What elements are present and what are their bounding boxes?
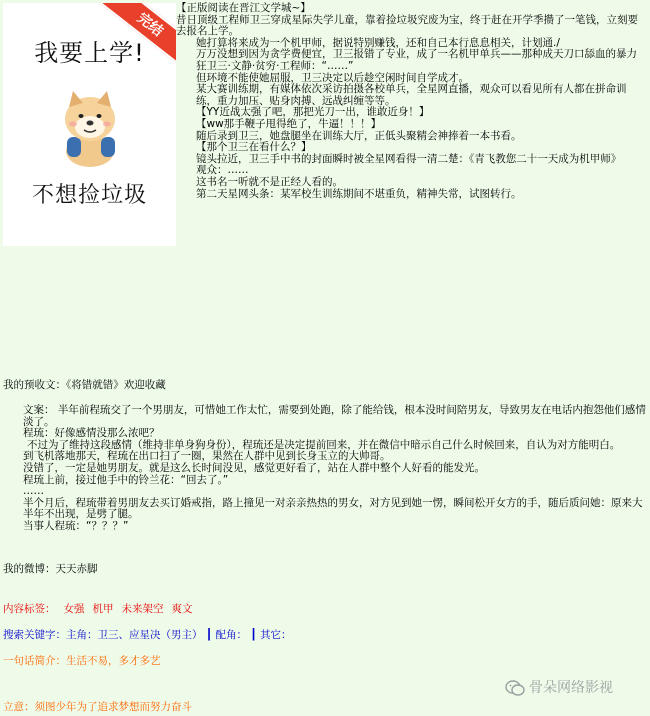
preview-line: 到飞机落地那天，程琉在出口扫了一圈，果然在人群中见到长身玉立的大帅哥。	[23, 450, 391, 463]
preview-label: 我的预收文：《将错就错》欢迎收藏	[3, 379, 166, 391]
synopsis-line: 【那个卫三在看什么？】	[196, 141, 312, 154]
synopsis-line: 第二天星网头条：某军校生训练期间不堪重负，精神失常，试图转行。	[196, 187, 522, 200]
content-tag[interactable]: 机甲	[92, 603, 114, 615]
synopsis-line: 这书名一听就不是正经人看的。	[196, 175, 343, 188]
preview-line: 没错了，一定是她男朋友。就是这么长时间没见，感觉更好看了，站在人群中整个人好看的能发光。	[23, 461, 485, 474]
synopsis-line: 但环境不能使她屈服，卫三决定以后趁空闲时间自学成才。	[196, 71, 469, 84]
book-cover	[3, 3, 176, 246]
doge-mascot-illustration	[51, 85, 129, 169]
search-keywords: 搜索关键字：主角：卫三、应星决（男主） ┃ 配角： ┃ 其它：	[3, 629, 292, 641]
synopsis-line: 昔日顶级工程师卫三穿成星际失学儿童，靠着捡垃圾究废为宝，终于赶在开学季攒了一笔钱，立刻要去报名上学。	[176, 13, 638, 38]
preview-line: 当事人程琉：“？？？”	[23, 519, 129, 532]
theme-intent: 立意：须图少年为了追求梦想而努力奋斗	[3, 701, 192, 713]
preview-synopsis	[3, 405, 647, 533]
one-line-summary: 一句话简介：生活不易，多才多艺	[3, 655, 161, 667]
preview-line: ……	[23, 485, 44, 498]
preview-line: 程琉上前，接过他手中的铃兰花：“回去了。”	[23, 473, 229, 486]
preview-line: 程琉：好像感情没那么浓吧？	[23, 427, 160, 440]
synopsis-heading: 【正版阅读在晋江文学城~】	[176, 2, 311, 14]
preview-line: 不过为了维持这段感情（维持非单身狗身份），程琉还是决定提前回来，并在微信中暗示自己什么时候回来，自认为对方能明白。	[27, 438, 621, 451]
wechat-watermark	[505, 677, 645, 699]
synopsis-line: 她打算将来成为一个机甲师，据说特别赚钱，还和自己本行息息相关，计划通./	[196, 36, 560, 49]
wechat-logo-icon	[505, 680, 525, 696]
synopsis-line: 观众：……	[196, 164, 249, 177]
cover-top-text: 我要上学!	[34, 39, 145, 67]
preview-line: 半个月后，程琉带着男朋友去买订婚戒指，路上撞见一对亲亲热热的男女，对方见到她一愣，瞬间松开女方的手，随后质问她：原来大半年不出现，是劈了腿。	[23, 496, 643, 521]
preview-blurb: 文案： 半年前程琉交了一个男朋友，可惜她工作太忙，需要到处跑，除了能给钱，根本没时间陪男友，导致男友在电话内抱怨他们感情淡了。	[23, 404, 646, 428]
synopsis-line: 【ww那手鞭子甩得绝了，牛逼！！！】	[196, 117, 382, 130]
content-tags-label: 内容标签：	[3, 603, 56, 615]
finished-ribbon: 完结	[94, 3, 176, 73]
synopsis-line: 随后录到卫三，她盘腿坐在训练大厅，正低头聚精会神捧着一本书看。	[196, 129, 522, 142]
cover-bottom-text: 不想捡垃圾	[31, 183, 147, 208]
synopsis-line: 【YY近战太强了吧，那把光刀一出，谁敢近身！】	[196, 106, 430, 119]
synopsis-line: 万万没想到因为贪学费便宜，卫三报错了专业，成了一名机甲单兵——那种成天刀口舔血的暴力狂卫三·文静·贫穷·工程师：“……”	[196, 48, 637, 72]
content-tag[interactable]: 女强	[63, 603, 85, 615]
synopsis-line: 某大赛训练期，有媒体依次采访拍摄各校单兵，全星网直播，观众可以看见所有人都在拼命训练，重力加压、贴身肉搏、远战纠缠等等。	[196, 83, 627, 107]
watermark-text: 骨朵网络影视	[529, 680, 613, 696]
weibo-line: 我的微博：天天赤脚	[3, 563, 98, 575]
novel-synopsis	[176, 3, 646, 200]
content-tag[interactable]: 未来架空	[121, 603, 164, 615]
synopsis-line: 镜头拉近，卫三手中书的封面瞬时被全星网看得一清二楚：《青飞教您二十一天成为机甲师》	[196, 152, 622, 165]
content-tags	[3, 604, 647, 616]
content-tag[interactable]: 爽文	[171, 603, 193, 615]
